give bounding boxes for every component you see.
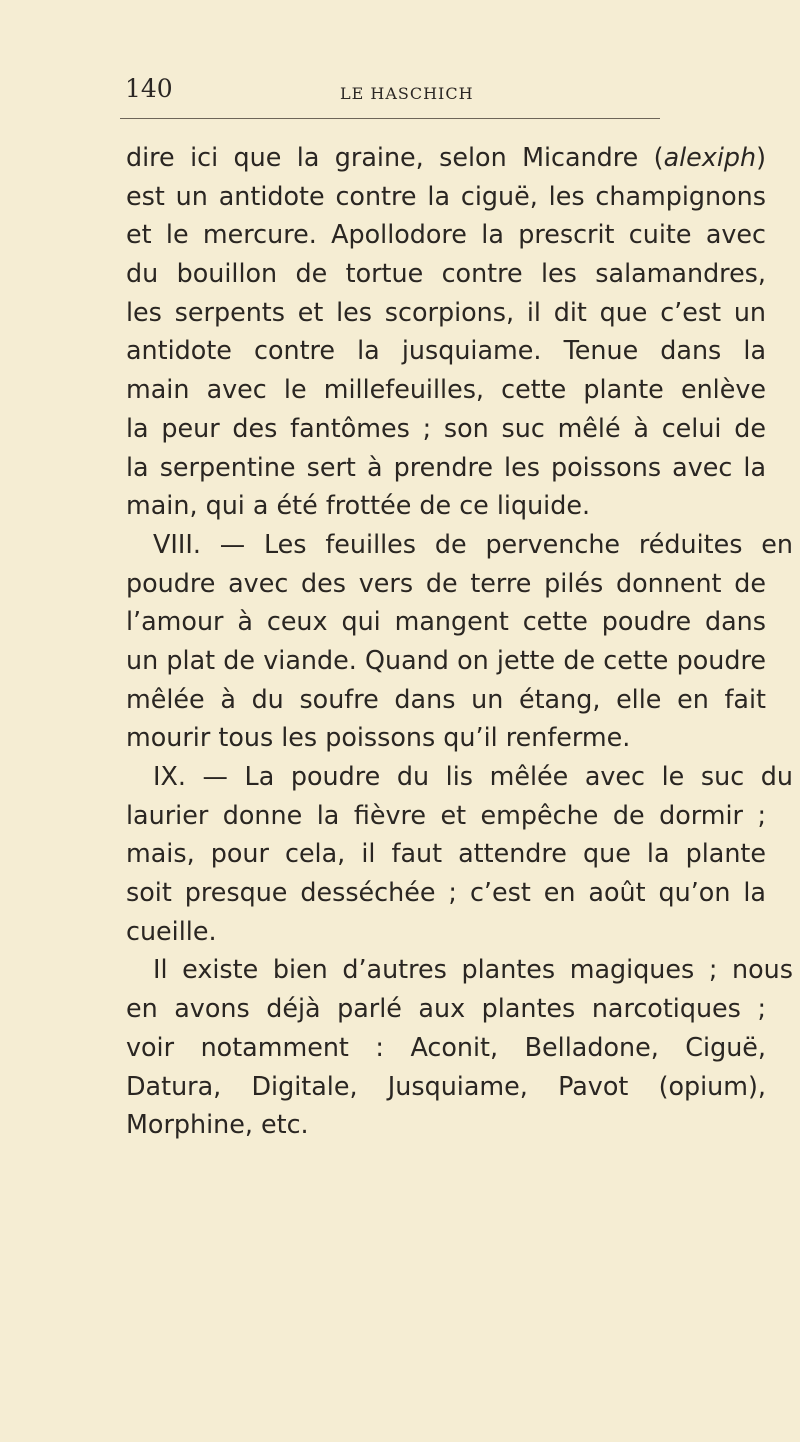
text-line: soit presque desséchée ; c’est en août qu’on la [126, 877, 766, 908]
text-line: main, qui a été frottée de ce liquide. [126, 490, 591, 521]
text-line: la serpentine sert à prendre les poissons avec la [126, 451, 766, 482]
text-line: mêlée à du soufre dans un étang, elle en fait [126, 683, 766, 714]
text-line: Il existe bien d’autres plantes magiques ; nous [153, 954, 793, 985]
text-line: dire ici que la graine, selon Micandre (alexiph) [126, 142, 766, 172]
text-line: cueille. [126, 915, 217, 946]
text-line: la peur des fantômes ; son suc mêlé à celui de [126, 412, 766, 443]
text-line: voir notamment : Aconit, Belladone, Ciguë, [126, 1031, 766, 1062]
text-line: main avec le millefeuilles, cette plante enlève [126, 374, 766, 405]
text-line: poudre avec des vers de terre pilés donnent de [126, 567, 766, 598]
text-line: et le mercure. Apollodore la prescrit cuite avec [126, 219, 766, 250]
text-line: laurier donne la fièvre et empêche de dormir ; [126, 799, 766, 830]
text-line: en avons déjà parlé aux plantes narcotiques ; [126, 993, 766, 1024]
text-line: mais, pour cela, il faut attendre que la plante [126, 838, 766, 869]
text-line: VIII. — Les feuilles de pervenche réduites en [153, 528, 793, 559]
italic-term: alexiph [663, 142, 757, 172]
text-line: un plat de viande. Quand on jette de cette poudre [126, 644, 766, 675]
page-number: 140 [125, 74, 173, 103]
text-line: IX. — La poudre du lis mêlée avec le suc du [153, 761, 793, 791]
header-rule [120, 118, 660, 119]
text-line: est un antidote contre la ciguë, les champignons [126, 180, 766, 211]
body-text [126, 138, 793, 1144]
text-line: Morphine, etc. [126, 1109, 309, 1140]
text-line: l’amour à ceux qui mangent cette poudre dans [126, 606, 766, 637]
text-line: antidote contre la jusquiame. Tenue dans la [126, 335, 766, 366]
text-line: mourir tous les poissons qu’il renferme. [126, 722, 631, 753]
running-title: LE HASCHICH [340, 84, 474, 103]
text-line: du bouillon de tortue contre les salamandres, [126, 258, 766, 289]
page-header [125, 74, 745, 114]
text-line: les serpents et les scorpions, il dit que c’est un [126, 296, 766, 327]
text-line: Datura, Digitale, Jusquiame, Pavot (opium), [126, 1070, 766, 1101]
